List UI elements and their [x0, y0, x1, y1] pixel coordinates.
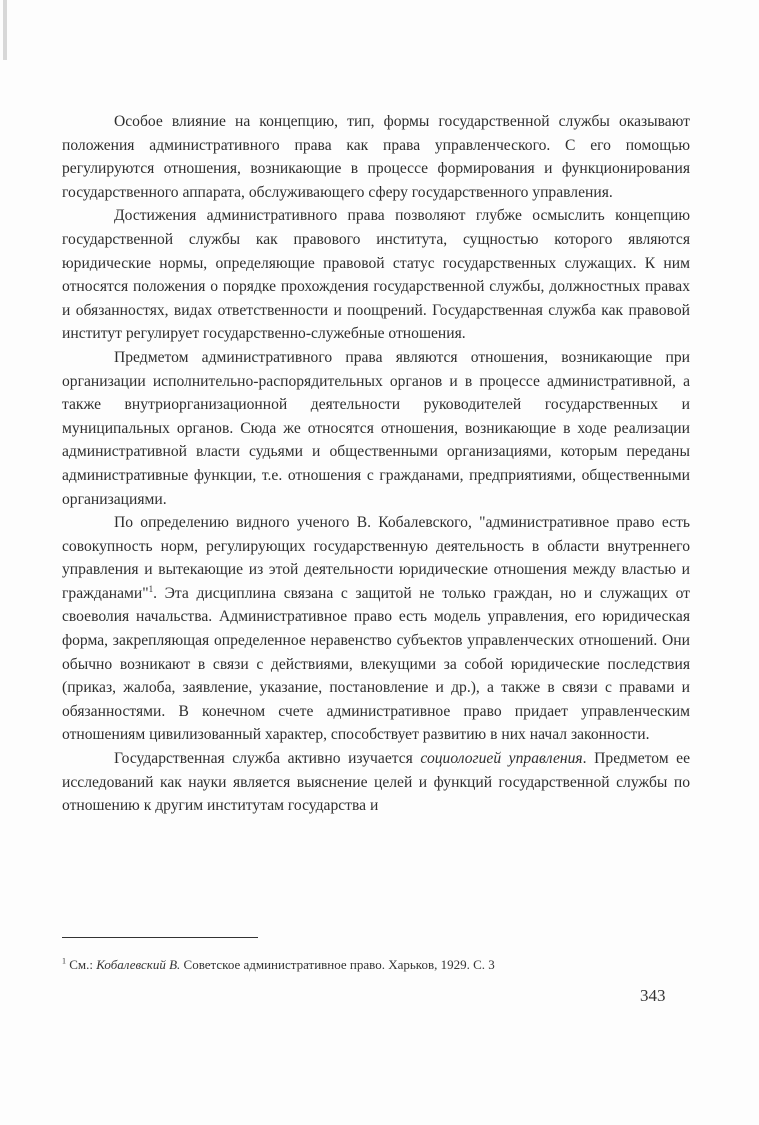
paragraph [62, 346, 690, 511]
footnote [62, 956, 690, 974]
paragraph-text: . Эта дисциплина связана с защитой не только граждан, но и служащих от своеволия начальства. Административное право есть модель управления, его юридическая форма, закрепляющая определенное неравенство субъектов управленческих отношений. Они обычно возникают в связи с действиями, влекущими за собой юридические последствия (приказ, жалоба, заявление, указание, постановление и др.), а также в связи с правами и обязанностями. В конечном счете административное право придает управленческим отношениям цивилизованный характер, способствует развитию в них начал законности. [62, 584, 690, 744]
paragraph [62, 204, 690, 346]
emphasized-term: социологией управления [420, 750, 583, 768]
paragraph-text: Предметом административного права являются отношения, возникающие при организации исполнительно-распорядительных органов и в процессе административной, а также внутриорганизационной деятельности руководителей государственных и муниципальных органов. Сюда же относятся отношения, возникающие в ходе реализации административной власти судьями и общественными организациями, которым переданы административные функции, т.е. отношения с гражданами, предприятиями, общественными организациями. [62, 348, 690, 508]
paragraph-text: Государственная служба активно изучается [114, 750, 421, 768]
paragraph-text: Достижения административного права позволяют глубже осмыслить концепцию государственной службы как правового института, сущностью которого являются юридические нормы, определяющие правовой статус государственных служащих. К ним относятся положения о порядке прохождения государственной службы, должностных правах и обязанностях, видах ответственности и поощрений. Государственная служба как правовой институт регулирует государственно-служебные отношения. [62, 207, 690, 343]
paragraph [62, 110, 690, 204]
paragraph [62, 511, 690, 747]
body-text [62, 110, 690, 818]
paragraph-text: По определению видного ученого В. Кобалевского, "административное право есть совокупность норм, регулирующих государственную деятельность в области внутреннего управления и вытекающие из этой деятельности юридические отношения между властью и гражданами" [62, 514, 690, 602]
footnote-source: Советское административное право. Харьков, 1929. С. 3 [180, 957, 495, 972]
scan-edge-shadow [3, 0, 7, 60]
page-number: 343 [640, 986, 666, 1005]
paragraph-text: . Предметом ее исследований как науки является выяснение целей и функций государственной службы по отношению к другим институтам государства и [62, 750, 691, 815]
footnote-author: Кобалевский В. [96, 957, 181, 972]
footnote-separator [62, 937, 258, 938]
footnote-mark: 1 [62, 956, 66, 966]
footnote-reference: 1 [148, 583, 154, 594]
paragraph-text: Особое влияние на концепцию, тип, формы государственной службы оказывают положения административного права как права управленческого. С его помощью регулируются отношения, возникающие в процессе формирования и функционирования государственного аппарата, обслуживающего сферу государственного управления. [62, 113, 690, 201]
paragraph [62, 747, 690, 818]
footnote-prefix: См.: [66, 957, 97, 972]
